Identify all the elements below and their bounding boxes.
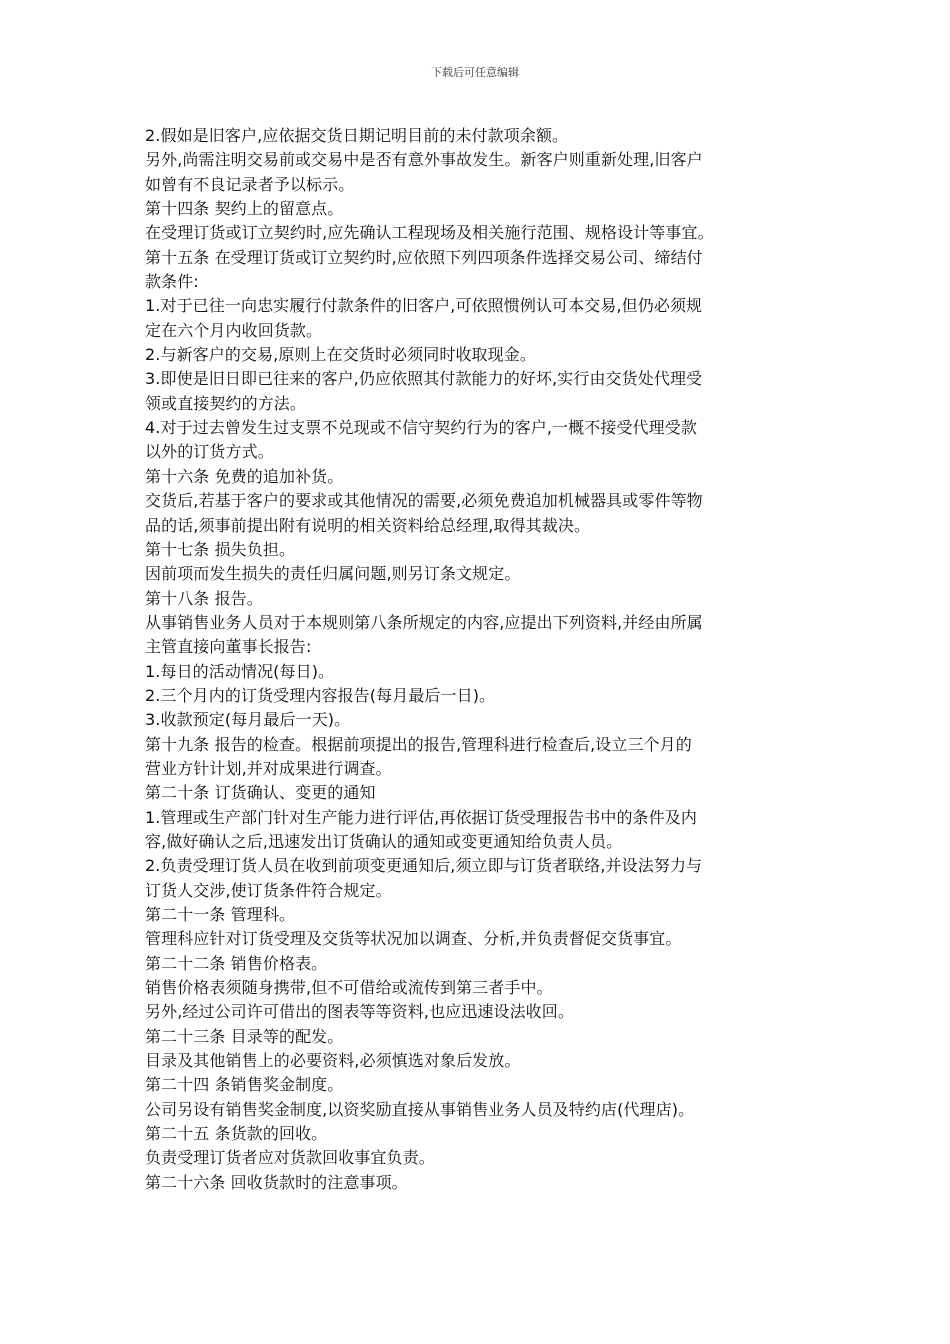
list-item: 4.对于过去曾发生过支票不兑现或不信守契约行为的客户,一概不接受代理受款 xyxy=(145,418,697,438)
body-line: 主管直接向董事长报告: xyxy=(145,637,312,657)
body-line: 从事销售业务人员对于本规则第八条所规定的内容,应提出下列资料,并经由所属 xyxy=(145,612,703,632)
article-heading: 第十四条 契约上的留意点。 xyxy=(145,199,344,219)
list-item: 1.每日的活动情况(每日)。 xyxy=(145,661,335,681)
article-heading: 第十五条 在受理订货或订立契约时,应依照下列四项条件选择交易公司、缔结付 xyxy=(145,247,703,267)
page-header: 下载后可任意编辑 xyxy=(431,66,519,79)
article-heading: 第二十条 订货确认、变更的通知 xyxy=(145,783,376,803)
article-heading: 第十八条 报告。 xyxy=(145,588,263,608)
document-body xyxy=(145,124,815,1195)
list-item: 2.三个月内的订货受理内容报告(每月最后一日)。 xyxy=(145,685,496,705)
body-line: 以外的订货方式。 xyxy=(145,442,274,462)
body-line: 交货后,若基于客户的要求或其他情况的需要,必须免费追加机械器具或零件等物 xyxy=(145,491,703,511)
body-line: 在受理订货或订立契约时,应先确认工程现场及相关施行范围、规格设计等事宜。 xyxy=(145,223,714,243)
article-heading: 第二十三条 目录等的配发。 xyxy=(145,1026,344,1046)
article-heading: 第十七条 损失负担。 xyxy=(145,539,296,559)
body-line: 品的话,须事前提出附有说明的相关资料给总经理,取得其裁决。 xyxy=(145,515,591,535)
list-item: 3.收款预定(每月最后一天)。 xyxy=(145,710,351,730)
body-line: 领或直接契约的方法。 xyxy=(145,393,307,413)
list-item: 1.管理或生产部门针对生产能力进行评估,再依据订货受理报告书中的条件及内 xyxy=(145,807,697,827)
body-line: 订货人交涉,使订货条件符合规定。 xyxy=(145,880,392,900)
body-line: 销售价格表须随身携带,但不可借给或流传到第三者手中。 xyxy=(145,978,553,998)
body-line: 管理科应针对订货受理及交货等状况加以调查、分析,并负责督促交货事宜。 xyxy=(145,929,682,949)
list-item: 2.负责受理订货人员在收到前项变更通知后,须立即与订货者联络,并设法努力与 xyxy=(145,856,703,876)
body-line: 容,做好确认之后,迅速发出订货确认的通知或变更通知给负责人员。 xyxy=(145,831,623,851)
list-item: 1.对于已往一向忠实履行付款条件的旧客户,可依照惯例认可本交易,但仍必须规 xyxy=(145,296,703,316)
body-line: 负责受理订货者应对货款回收事宜负责。 xyxy=(145,1148,435,1168)
body-line: 营业方针计划,并对成果进行调查。 xyxy=(145,758,392,778)
list-item: 2.与新客户的交易,原则上在交货时必须同时收取现金。 xyxy=(145,345,536,365)
article-heading: 第二十五 条货款的回收。 xyxy=(145,1124,328,1144)
body-line: 2.假如是旧客户,应依据交货日期记明目前的未付款项余额。 xyxy=(145,126,569,145)
body-line: 另外,经过公司许可借出的图表等等资料,也应迅速设法收回。 xyxy=(145,1002,574,1022)
body-line: 定在六个月内收回货款。 xyxy=(145,320,323,340)
article-heading: 第二十一条 管理科。 xyxy=(145,905,296,924)
body-line: 款条件: xyxy=(145,272,199,292)
body-line: 因前项而发生损失的责任归属问题,则另订条文规定。 xyxy=(145,564,521,584)
body-line: 另外,尚需注明交易前或交易中是否有意外事故发生。新客户则重新处理,旧客户 xyxy=(145,150,703,170)
article-heading: 第二十四 条销售奖金制度。 xyxy=(145,1075,344,1095)
article-heading: 第二十二条 销售价格表。 xyxy=(145,953,328,973)
body-line: 目录及其他销售上的必要资料,必须慎选对象后发放。 xyxy=(145,1051,521,1071)
article-heading: 第二十六条 回收货款时的注意事项。 xyxy=(145,1172,408,1192)
list-item: 3.即使是旧日即已往来的客户,仍应依照其付款能力的好坏,实行由交货处代理受 xyxy=(145,369,703,389)
article-heading: 第十九条 报告的检查。根据前项提出的报告,管理科进行检查后,设立三个月的 xyxy=(145,734,692,754)
article-heading: 第十六条 免费的追加补货。 xyxy=(145,466,344,486)
body-line: 如曾有不良记录者予以标示。 xyxy=(145,174,355,194)
body-line: 公司另设有销售奖金制度,以资奖励直接从事销售业务人员及特约店(代理店)。 xyxy=(145,1099,695,1119)
